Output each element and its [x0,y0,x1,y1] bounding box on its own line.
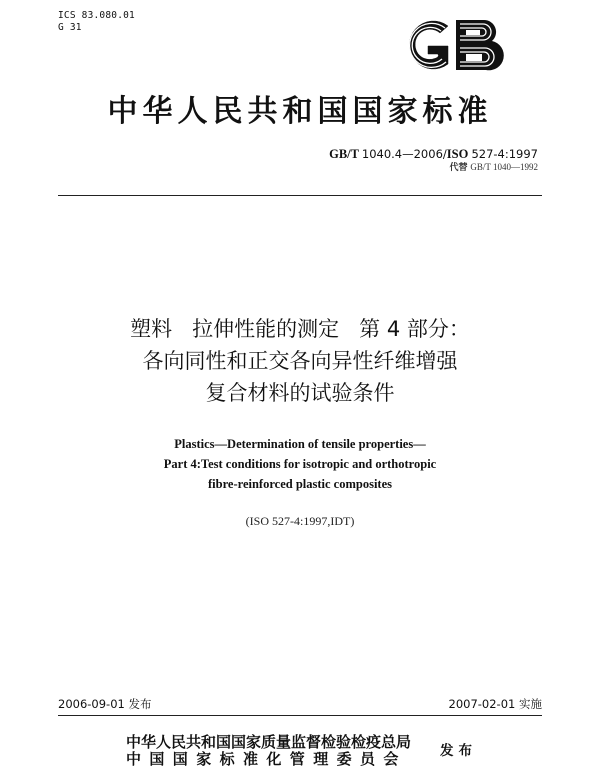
issuing-authorities [126,734,411,768]
gb-logo [396,16,508,74]
issuer-aqsiq: 中华人民共和国国家质量监督检验检疫总局 [126,733,412,751]
cn-title-line-1: 塑料 拉伸性能的测定 第 4 部分： [130,317,470,341]
iso-number: 527-4:1997 [471,147,538,161]
cn-title-line-3: 复合材料的试验条件 [205,381,395,405]
implementation-date: 2007-02-01 实施 [448,697,542,711]
classification-codes [58,10,135,34]
issue-date: 2006-09-01 发布 [58,697,152,711]
cn-title-line-2: 各向同性和正交各向异性纤维增强 [142,349,458,373]
en-title-line-3: fibre-reinforced plastic composites [208,477,392,491]
issued-label: 发布 [440,743,477,759]
replaces-note [450,162,538,174]
standard-number [329,147,538,161]
replaces-label: 代替 [449,163,468,173]
standard-type-heading: 中华人民共和国国家标准 [107,94,493,129]
std-prefix: GB/T [329,147,359,161]
ics-code: ICS 83.080.01 [58,10,135,21]
ccs-code: G 31 [58,22,82,33]
issuer-sac: 中国国家标准化管理委员会 [126,750,407,768]
std-number: 1040.4—2006/ [361,147,447,161]
iso-equivalence: (ISO 527-4:1997,IDT) [245,514,355,528]
header-divider [58,195,542,196]
chinese-title [0,313,600,409]
en-title-line-1: Plastics—Determination of tensile properties— [174,437,426,451]
footer-divider [58,715,542,716]
replaces-value: GB/T 1040—1992 [470,162,538,172]
en-title-line-2: Part 4:Test conditions for isotropic and orthotropic [163,457,437,471]
english-title [0,434,600,494]
iso-prefix: ISO [446,147,469,161]
